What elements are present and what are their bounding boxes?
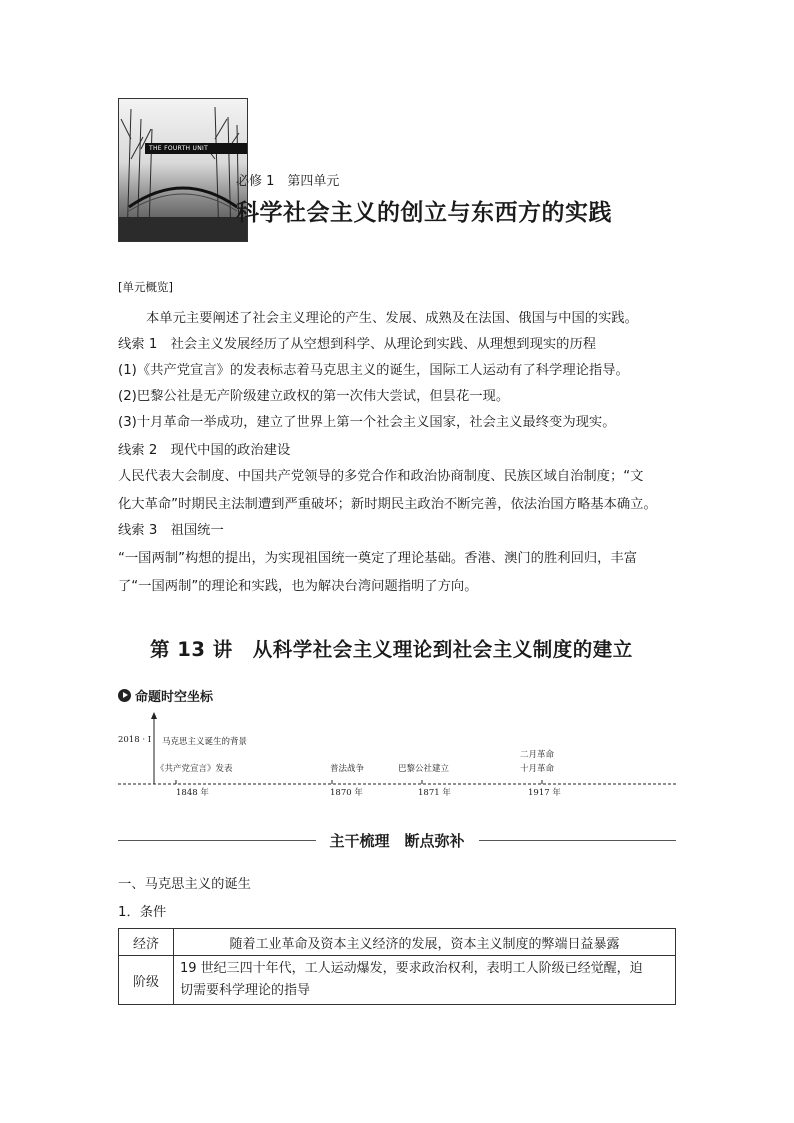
unit-title: 科学社会主义的创立与东西方的实践 <box>236 200 612 226</box>
table-row <box>119 956 676 1005</box>
clue-3-title: 线索 3 祖国统一 <box>118 523 224 538</box>
play-icon <box>118 689 131 702</box>
table-value <box>174 956 676 1005</box>
timeline-event-year: 1848 年 <box>176 788 209 798</box>
timeline-event-label: 十月革命 <box>520 764 555 774</box>
overview-intro: 本单元主要阐述了社会主义理论的产生、发展、成熟及在法国、俄国与中国的实践。 <box>146 311 638 326</box>
clue-1-title: 线索 1 社会主义发展经历了从空想到科学、从理论到实践、从理想到现实的历程 <box>118 337 597 352</box>
table-key: 阶级 <box>119 956 174 1005</box>
timeline-event-year: 1917 年 <box>528 788 561 798</box>
unit-cover-photo <box>118 98 248 242</box>
timeline-event-label: 《共产党宣言》发表 <box>156 764 233 774</box>
clue-1-item: (3)十月革命一举成功，建立了世界上第一个社会主义国家，社会主义最终变为现实。 <box>118 415 616 430</box>
table-row <box>119 929 676 956</box>
bridge-illustration <box>119 99 247 241</box>
unit-subtitle: 必修 1 第四单元 <box>236 174 340 189</box>
exam-tag: 2018 · Ⅰ <box>118 735 152 745</box>
divider-line <box>479 840 677 841</box>
timeline-event-label: 普法战争 <box>330 764 365 774</box>
timeline-event-year: 1870 年 <box>330 788 363 798</box>
table-value: 随着工业革命及资本主义经济的发展，资本主义制度的弊端日益暴露 <box>174 929 676 956</box>
heading-1: 一、马克思主义的诞生 <box>118 877 251 892</box>
clue-3-text: “一国两制”构想的提出，为实现祖国统一奠定了理论基础。香港、澳门的胜利回归，丰富 <box>118 551 638 566</box>
photo-caption-band: THE FOURTH UNIT <box>145 143 247 154</box>
timeline-event-year: 1871 年 <box>418 788 451 798</box>
timeline-heading-text: 命题时空坐标 <box>135 690 214 705</box>
table-value-line: 19 世纪三四十年代，工人运动爆发，要求政治权利，表明工人阶级已经觉醒，迫 <box>180 961 643 976</box>
sub-heading: 1．条件 <box>118 905 167 920</box>
clue-2-text: 化大革命”时期民主法制遭到严重破坏；新时期民主政治不断完善，依法治国方略基本确立。 <box>118 497 657 512</box>
conditions-table <box>118 928 676 1005</box>
section-divider <box>118 830 676 850</box>
divider-line <box>118 840 316 841</box>
overview-label: [单元概览] <box>118 280 173 294</box>
table-key: 经济 <box>119 929 174 956</box>
timeline-heading <box>118 686 213 705</box>
exam-note: 马克思主义诞生的背景 <box>162 737 248 747</box>
clue-2-title: 线索 2 现代中国的政治建设 <box>118 443 291 458</box>
table-value-line: 切需要科学理论的指导 <box>180 983 311 998</box>
clue-1-item: (1)《共产党宣言》的发表标志着马克思主义的诞生，国际工人运动有了科学理论指导。 <box>118 363 629 378</box>
section-title: 主干梳理 断点弥补 <box>329 831 465 850</box>
timeline-event-label-top: 二月革命 <box>520 750 555 760</box>
lesson-title: 第 13 讲 从科学社会主义理论到社会主义制度的建立 <box>150 638 633 661</box>
clue-1-item: (2)巴黎公社是无产阶级建立政权的第一次伟大尝试，但昙花一现。 <box>118 389 510 404</box>
clue-2-text: 人民代表大会制度、中国共产党领导的多党合作和政治协商制度、民族区域自治制度；“文 <box>118 469 644 484</box>
clue-3-text: 了“一国两制”的理论和实践，也为解决台湾问题指明了方向。 <box>118 579 478 594</box>
timeline-event-label: 巴黎公社建立 <box>398 764 450 774</box>
